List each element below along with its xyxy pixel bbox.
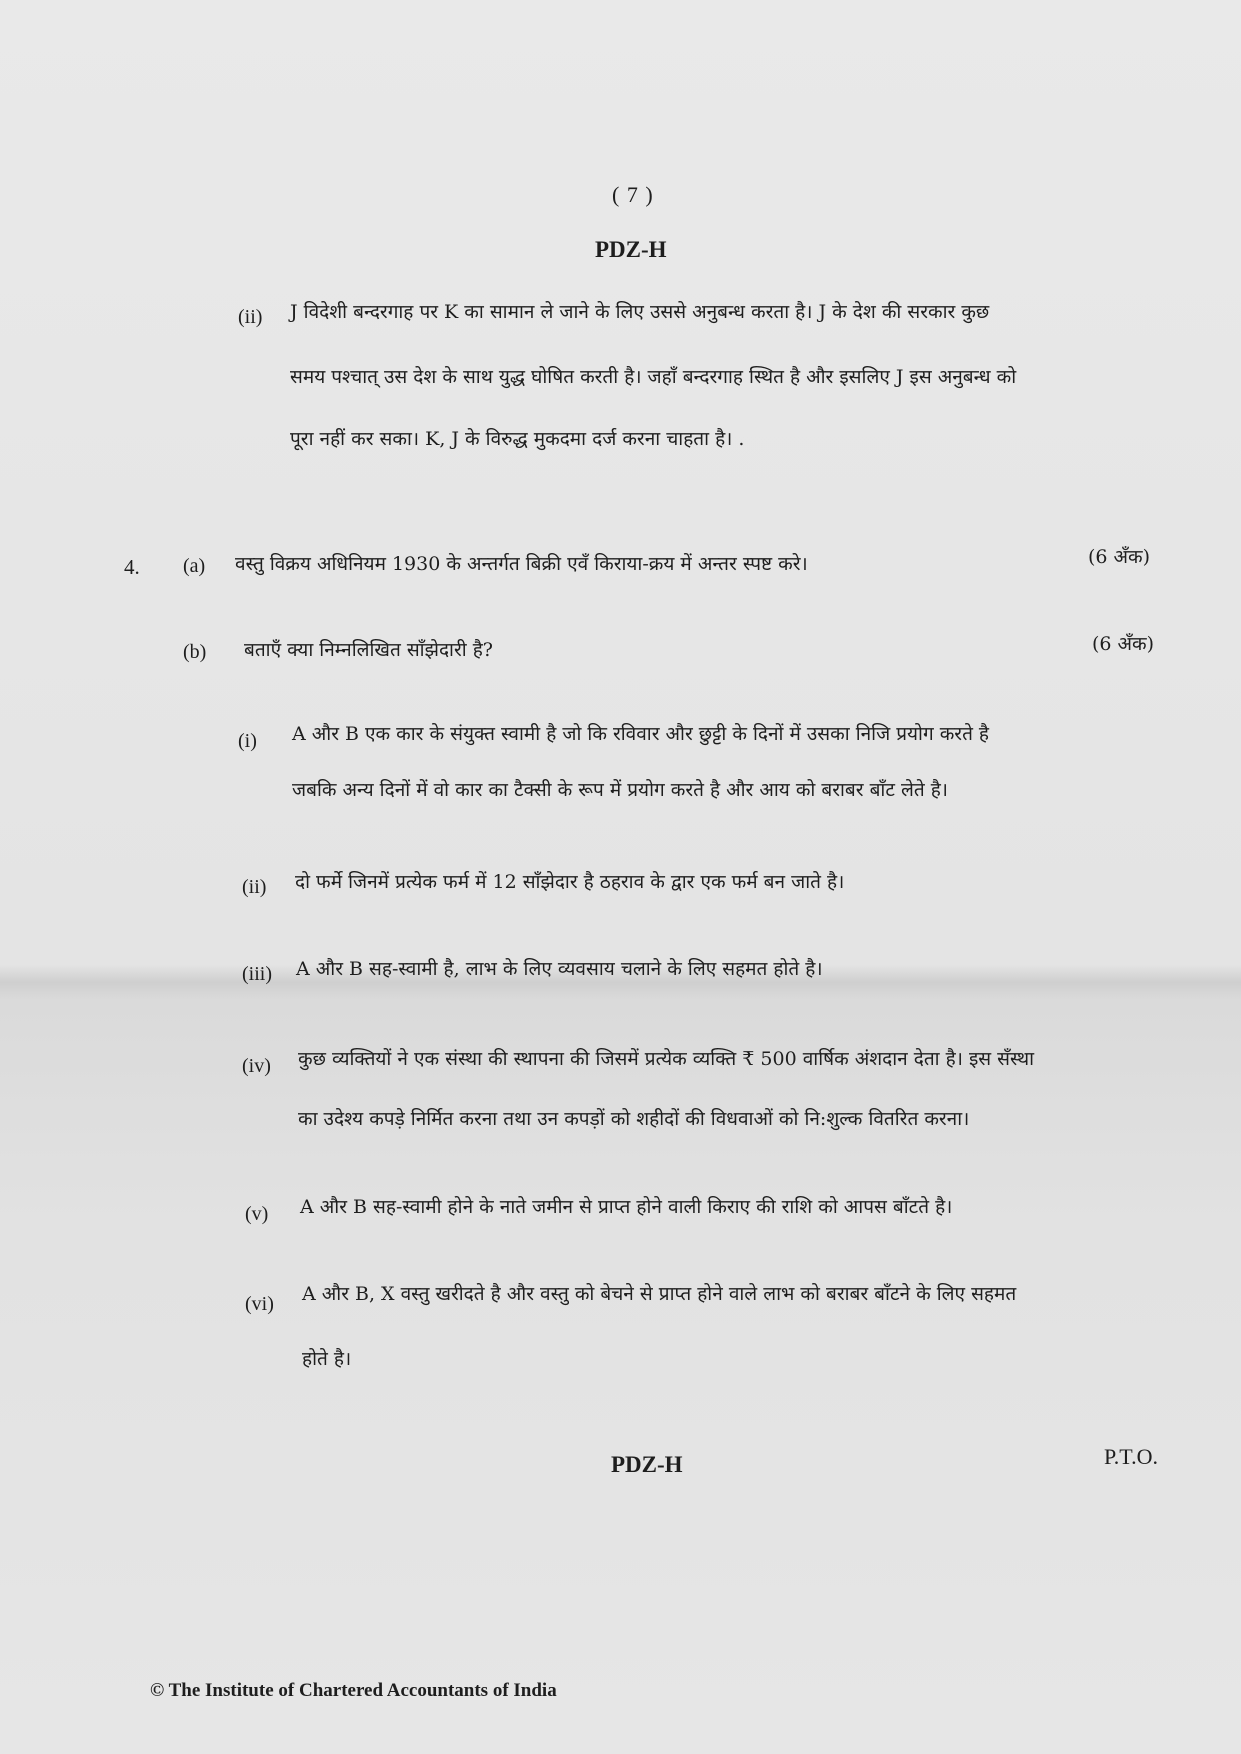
q4-iv-label: (iv) xyxy=(242,1055,271,1077)
q4a-label: (a) xyxy=(183,555,206,577)
q4-number: 4. xyxy=(124,555,140,579)
q4-vi-line-1: A और B, X वस्तु खरीदते है और वस्तु को बेचने से प्राप्त होने वाले लाभ को बराबर बाँटने के लिए सहमत xyxy=(302,1283,1017,1305)
q4-iv-line-1: कुछ व्यक्तियों ने एक संस्था की स्थापना की जिसमें प्रत्येक व्यक्ति ₹ 500 वार्षिक अंशदान देता है। इस सँस्था xyxy=(298,1048,1035,1070)
q4-i-label: (i) xyxy=(238,730,257,752)
q4-iii-line-1: A और B सह-स्वामी है, लाभ के लिए व्यवसाय चलाने के लिए सहमत होते है। xyxy=(296,958,823,980)
q4-vi-label: (vi) xyxy=(245,1293,274,1315)
q4-i-line-1: A और B एक कार के संयुक्त स्वामी है जो कि रविवार और छुट्टी के दिनों में उसका निजि प्रयोग करते है xyxy=(292,723,990,745)
copyright-footer: © The Institute of Chartered Accountants of India xyxy=(150,1680,557,1701)
q4-iv-line-2: का उदेश्य कपड़े निर्मित करना तथा उन कपड़ों को शहीदों की विधवाओं को नि:शुल्क वितरित करना। xyxy=(298,1108,970,1130)
page-number: ( 7 ) xyxy=(612,182,654,207)
q3-ii-line-2: समय पश्चात् उस देश के साथ युद्ध घोषित करती है। जहाँ बन्दरगाह स्थित है और इसलिए J इस अनुबन्ध को xyxy=(290,366,1017,388)
q4-v-label: (v) xyxy=(245,1203,269,1225)
q4-ii-line-1: दो फर्मे जिनमें प्रत्येक फर्म में 12 साँझेदार है ठहराव के द्वार एक फर्म बन जाते है। xyxy=(295,871,845,893)
q3-ii-line-1: J विदेशी बन्दरगाह पर K का सामान ले जाने के लिए उससे अनुबन्ध करता है। J के देश की सरकार कुछ xyxy=(290,301,990,323)
q4b-label: (b) xyxy=(183,641,207,663)
q4-ii-label: (ii) xyxy=(242,876,267,898)
q3-ii-line-3: पूरा नहीं कर सका। K, J के विरुद्ध मुकदमा दर्ज करना चाहता है। . xyxy=(290,428,745,450)
q4-v-line-1: A और B सह-स्वामी होने के नाते जमीन से प्राप्त होने वाली किराए की राशि को आपस बाँटते है। xyxy=(300,1196,953,1218)
q4-vi-line-2: होते है। xyxy=(302,1348,352,1370)
q4b-text: बताएँ क्या निम्नलिखित साँझेदारी है? xyxy=(244,639,493,661)
q4a-text: वस्तु विक्रय अधिनियम 1930 के अन्तर्गत बिक्री एवँ किराया-क्रय में अन्तर स्पष्ट करे। xyxy=(235,553,808,575)
q3-ii-label: (ii) xyxy=(238,306,263,328)
q4-i-line-2: जबकि अन्य दिनों में वो कार का टैक्सी के रूप में प्रयोग करते है और आय को बराबर बाँट लेते है। xyxy=(292,779,949,801)
paper-code-header: PDZ-H xyxy=(595,237,667,262)
q4a-marks: (6 अँक) xyxy=(1088,546,1151,568)
q4-iii-label: (iii) xyxy=(242,963,272,985)
pto-label: P.T.O. xyxy=(1104,1444,1158,1469)
q4b-marks: (6 अँक) xyxy=(1092,633,1155,655)
paper-code-bottom: PDZ-H xyxy=(611,1452,683,1477)
